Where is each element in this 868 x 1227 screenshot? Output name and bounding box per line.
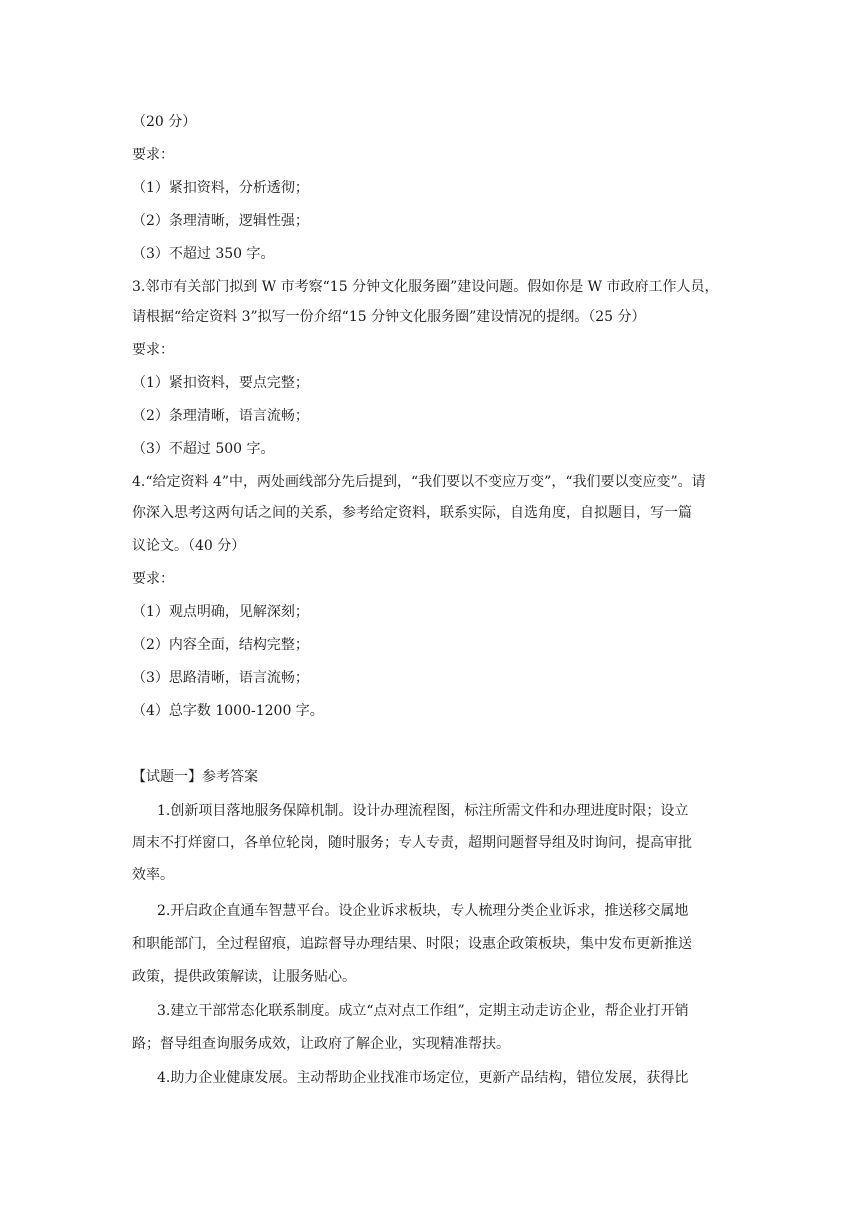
- q3-requirement-2: （2）条理清晰，语言流畅；: [132, 408, 309, 424]
- q2-requirement-2: （2）条理清晰，逻辑性强；: [132, 213, 309, 229]
- answer-4-line-1: 4.助力企业健康发展。主动帮助企业找准市场定位，更新产品结构，错位发展，获得比: [157, 1070, 689, 1086]
- q3-text-line-1: 3.邻市有关部门拟到 W 市考察“15 分钟文化服务圈”建设问题。假如你是 W 市政府工作人员，: [132, 279, 719, 295]
- q4-requirement-4: （4）总字数 1000-1200 字。: [132, 703, 324, 719]
- q4-requirement-2: （2）内容全面，结构完整；: [132, 637, 309, 653]
- q4-text-line-1: 4.“给定资料 4”中，两处画线部分先后提到，“我们要以不变应万变”，“我们要以变应变”。请: [132, 474, 706, 490]
- answer-2-line-3: 政策，提供政策解读，让服务贴心。: [132, 969, 356, 985]
- q4-requirements-label: 要求：: [132, 571, 174, 587]
- answer-1-line-3: 效率。: [132, 867, 174, 883]
- q3-requirement-3: （3）不超过 500 字。: [132, 441, 275, 457]
- answer-2-line-2: 和职能部门，全过程留痕，追踪督导办理结果、时限；设惠企政策板块，集中发布更新推送: [132, 936, 692, 952]
- q3-requirement-1: （1）紧扣资料，要点完整；: [132, 375, 309, 391]
- q3-text-line-2: 请根据“给定资料 3”拟写一份介绍“15 分钟文化服务圈”建设情况的提纲。（25 分）: [132, 309, 646, 325]
- q3-requirements-label: 要求：: [132, 342, 174, 358]
- q4-text-line-3: 议论文。（40 分）: [132, 538, 246, 554]
- answer-3-line-2: 路；督导组查询服务成效，让政府了解企业，实现精准帮扶。: [132, 1036, 510, 1052]
- q2-requirements-label: 要求：: [132, 147, 174, 163]
- q4-requirement-1: （1）观点明确，见解深刻；: [132, 604, 309, 620]
- answer-3-line-1: 3.建立干部常态化联系制度。成立“点对点工作组”，定期主动走访企业，帮企业打开销: [157, 1003, 689, 1019]
- answer-1-line-2: 周末不打烊窗口，各单位轮岗，随时服务；专人专责，超期问题督导组及时询问，提高审批: [132, 835, 692, 851]
- q4-requirement-3: （3）思路清晰，语言流畅；: [132, 670, 309, 686]
- answer-2-line-1: 2.开启政企直通车智慧平台。设企业诉求板块，专人梳理分类企业诉求，推送移交属地: [157, 903, 689, 919]
- answer-1-line-1: 1.创新项目落地服务保障机制。设计办理流程图，标注所需文件和办理进度时限；设立: [157, 803, 689, 819]
- q4-text-line-2: 你深入思考这两句话之间的关系，参考给定资料，联系实际，自选角度，自拟题目，写一篇: [132, 505, 692, 521]
- q2-requirement-3: （3）不超过 350 字。: [132, 246, 275, 262]
- q2-score: （20 分）: [132, 114, 197, 130]
- answer-heading: 【试题一】参考答案: [132, 769, 258, 785]
- q2-requirement-1: （1）紧扣资料，分析透彻；: [132, 180, 309, 196]
